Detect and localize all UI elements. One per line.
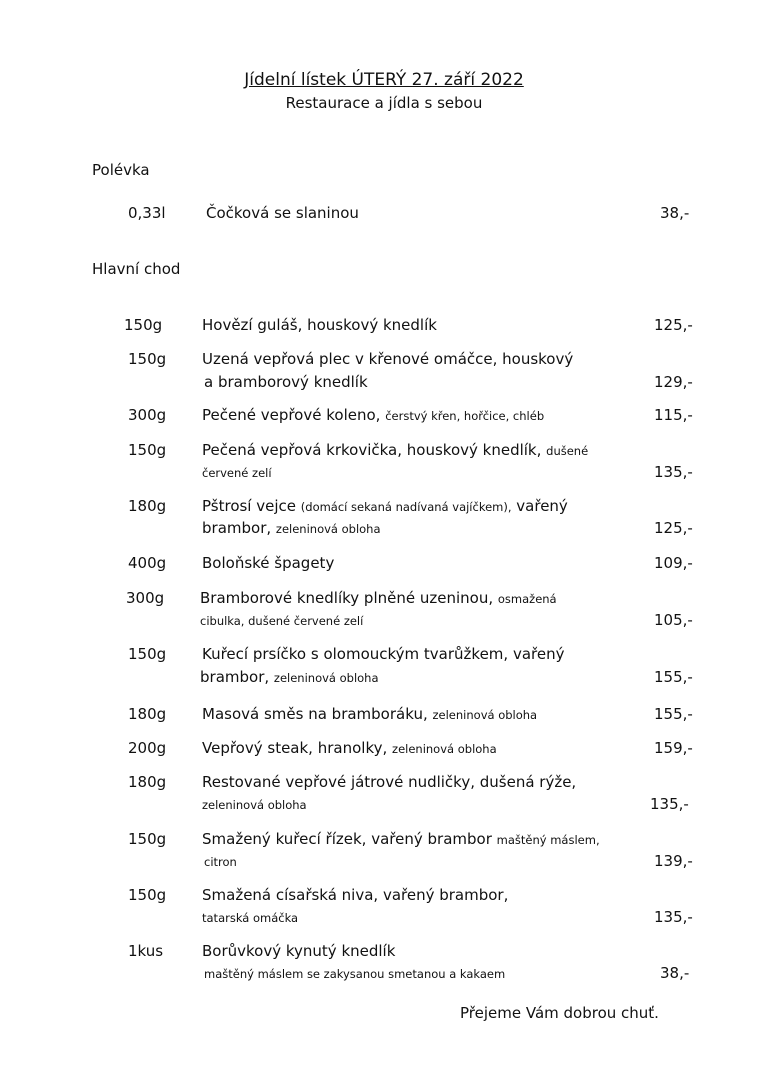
item-name-main: brambor, xyxy=(202,519,272,537)
item-name xyxy=(200,589,557,607)
item-price: 125,- xyxy=(654,316,693,334)
item-price: 135,- xyxy=(654,908,693,926)
item-price: 155,- xyxy=(654,705,693,723)
item-quantity: 150g xyxy=(124,316,163,334)
item-price: 105,- xyxy=(654,611,693,629)
item-name-main: brambor, xyxy=(200,668,270,686)
item-side-note-continued: červené zelí xyxy=(202,466,272,480)
item-side-note: zeleninová obloha xyxy=(432,708,538,722)
item-quantity: 400g xyxy=(128,554,167,572)
item-side-note-continued: maštěný máslem se zakysanou smetanou a kakaem xyxy=(204,967,506,981)
item-price: 139,- xyxy=(654,852,693,870)
item-name-continued xyxy=(202,519,381,537)
item-side-note-continued: citron xyxy=(204,855,237,869)
closing-wish: Přejeme Vám dobrou chuť. xyxy=(460,1004,659,1022)
item-name-main: Pštrosí vejce xyxy=(202,497,296,515)
item-price: 115,- xyxy=(654,406,693,424)
section-heading-main: Hlavní chod xyxy=(92,260,181,278)
menu-subtitle: Restaurace a jídla s sebou xyxy=(285,94,483,112)
item-name-main: Pečené vepřové koleno, xyxy=(202,406,381,424)
item-price: 155,- xyxy=(654,668,693,686)
item-quantity: 150g xyxy=(128,645,167,663)
item-side-note: čerstvý křen, hořčice, chléb xyxy=(385,409,545,423)
item-name: Hovězí guláš, houskový knedlík xyxy=(202,316,437,334)
item-quantity: 0,33l xyxy=(128,204,166,222)
item-name-continued xyxy=(200,668,379,686)
item-price: 159,- xyxy=(654,739,693,757)
item-quantity: 180g xyxy=(128,497,167,515)
item-quantity: 300g xyxy=(126,589,165,607)
item-side-note: maštěný máslem, xyxy=(496,833,600,847)
item-quantity: 150g xyxy=(128,830,167,848)
item-side-note-continued: cibulka, dušené červené zelí xyxy=(200,614,364,628)
item-price: 135,- xyxy=(650,795,689,813)
item-side-note: (domácí sekaná nadívaná vajíčkem), xyxy=(300,500,512,514)
item-name: Restované vepřové játrové nudličky, dušená rýže, xyxy=(202,773,577,791)
item-name-main: Masová směs na bramboráku, xyxy=(202,705,428,723)
item-side-note: dušené xyxy=(546,444,589,458)
item-price: 38,- xyxy=(660,964,690,982)
item-name-continued: a bramborový knedlík xyxy=(204,373,368,391)
item-name-main: Vepřový steak, hranolky, xyxy=(202,739,388,757)
item-name: Čočková se slaninou xyxy=(206,204,359,222)
section-heading-soup: Polévka xyxy=(92,161,150,179)
item-name: Smažená císařská niva, vařený brambor, xyxy=(202,886,509,904)
item-price: 38,- xyxy=(660,204,690,222)
item-quantity: 150g xyxy=(128,350,167,368)
item-side-note: zeleninová obloha xyxy=(392,742,497,756)
item-name: Borůvkový kynutý knedlík xyxy=(202,942,396,960)
item-side-note-continued: tatarská omáčka xyxy=(202,911,299,925)
item-name xyxy=(202,830,600,848)
item-price: 109,- xyxy=(654,554,693,572)
item-quantity: 200g xyxy=(128,739,167,757)
item-name xyxy=(202,441,588,459)
item-name: Boloňské špagety xyxy=(202,554,335,572)
item-name xyxy=(202,705,537,723)
item-name xyxy=(202,406,544,424)
item-name: Kuřecí prsíčko s olomouckým tvarůžkem, vařený xyxy=(202,645,565,663)
item-name-tail: vařený xyxy=(516,497,568,515)
item-quantity: 180g xyxy=(128,773,167,791)
item-name-main: Smažený kuřecí řízek, vařený brambor xyxy=(202,830,492,848)
item-side-note: zeleninová obloha xyxy=(273,671,379,685)
item-quantity: 180g xyxy=(128,705,167,723)
item-side-note: zeleninová obloha xyxy=(275,522,381,536)
item-price: 125,- xyxy=(654,519,693,537)
item-name: Uzená vepřová plec v křenové omáčce, houskový xyxy=(202,350,574,368)
item-quantity: 1kus xyxy=(128,942,164,960)
item-price: 129,- xyxy=(654,373,693,391)
item-name-main: Bramborové knedlíky plněné uzeninou, xyxy=(200,589,494,607)
item-quantity: 150g xyxy=(128,441,167,459)
item-side-note: osmažená xyxy=(497,592,557,606)
item-quantity: 150g xyxy=(128,886,167,904)
item-side-note-continued: zeleninová obloha xyxy=(202,798,307,812)
menu-title: Jídelní lístek ÚTERÝ 27. září 2022 xyxy=(244,70,524,90)
item-quantity: 300g xyxy=(128,406,167,424)
item-name-main: Pečená vepřová krkovička, houskový knedlík, xyxy=(202,441,542,459)
item-name xyxy=(202,497,568,515)
item-price: 135,- xyxy=(654,463,693,481)
item-name xyxy=(202,739,497,757)
